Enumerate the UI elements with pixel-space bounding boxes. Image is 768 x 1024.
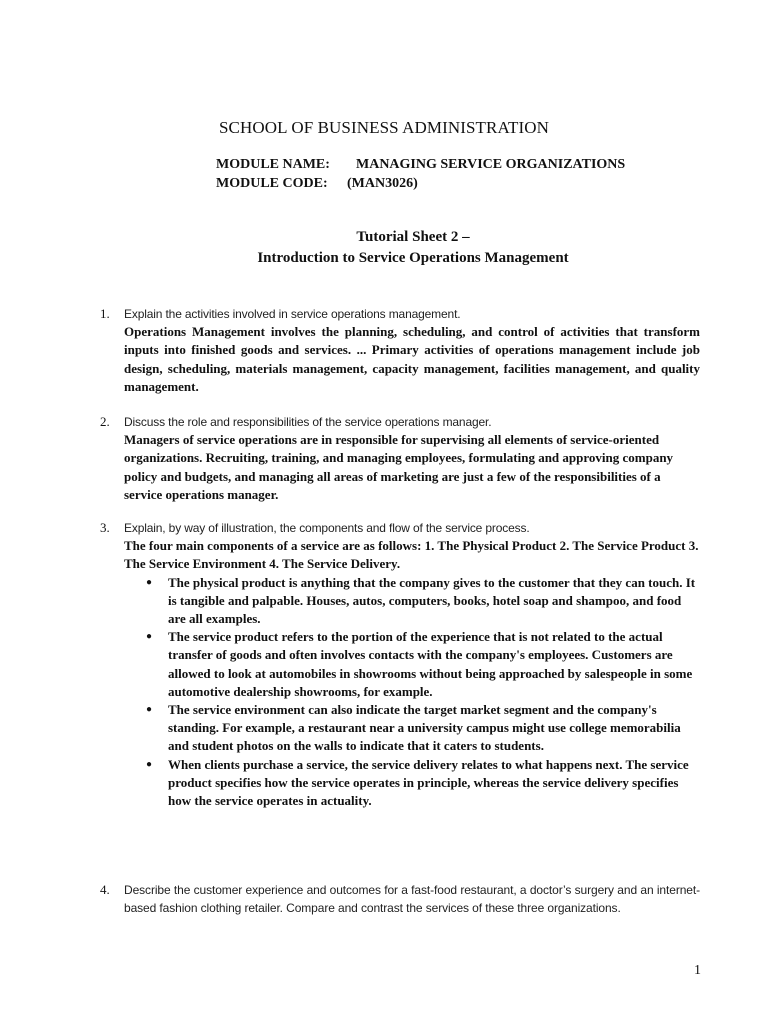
bullet-text: When clients purchase a service, the service delivery relates to what happens next. The service product specifies how the service operates in principle, whereas the service delivery specifies how the service operates in actuality. [168, 756, 689, 809]
bullet-text: The physical product is anything that the company gives to the customer that they can touch. It is tangible and palpable. Houses, autos, computers, books, hotel soap and shampoo, and food are all examples. [168, 574, 696, 627]
question-prompt: Describe the customer experience and outcomes for a fast-food restaurant, a doctor’s surgery and an internet-based fashion clothing retailer. Compare and contrast the services of these three organizations. [124, 883, 700, 916]
module-code-label: MODULE CODE: [216, 176, 328, 191]
tutorial-subtitle: Introduction to Service Operations Management [257, 250, 569, 266]
question-3 [100, 519, 700, 810]
module-name-label: MODULE NAME: [216, 157, 330, 172]
question-prompt: Explain, by way of illustration, the components and flow of the service process. [124, 521, 530, 535]
module-code-line [216, 176, 418, 192]
question-answer: Managers of service operations are in responsible for supervising all elements of service-oriented organizations. Recruiting, training, and managing employees, formulating and approving company policy and budgets, and managing all areas of marketing are just a few of the responsibilities of a service operations manager. [124, 432, 674, 502]
question-prompt: Discuss the role and responsibilities of the service operations manager. [124, 415, 492, 429]
question-answer: The four main components of a service are as follows: 1. The Physical Product 2. The Service Product 3. The Service Environment 4. The Service Delivery. [124, 538, 699, 572]
question-number: 2. [100, 414, 110, 429]
bullet-item [124, 756, 700, 811]
module-name-value: MANAGING SERVICE ORGANIZATIONS [356, 157, 626, 172]
question-number: 3. [100, 520, 110, 535]
question-1 [100, 305, 700, 396]
question-prompt: Explain the activities involved in service operations management. [124, 307, 461, 321]
bullet-icon: ● [146, 704, 153, 716]
bullet-icon: ● [146, 576, 153, 588]
bullet-item [124, 574, 700, 629]
tutorial-title: Tutorial Sheet 2 – [356, 229, 470, 245]
question-number: 1. [100, 306, 110, 321]
question-2 [100, 413, 700, 504]
question-4 [100, 881, 700, 917]
bullet-text: The service environment can also indicate the target market segment and the company's standing. For example, a restaurant near a university campus might use college memorabilia and student photos on the walls to indicate that it caters to students. [168, 702, 681, 754]
bullet-icon: ● [146, 631, 153, 643]
question-answer: Operations Management involves the planning, scheduling, and control of activities that transform inputs into finished goods and services. ... Primary activities of operations management include job design, scheduling, materials management, capacity management, facilities management, and quality management. [124, 324, 700, 394]
question-number: 4. [100, 882, 110, 897]
school-heading: SCHOOL OF BUSINESS ADMINISTRATION [219, 118, 549, 137]
bullet-text: The service product refers to the portion of the experience that is not related to the actual transfer of goods and often involves contacts with the company's employees. Customers are allowed to look at automobiles in showrooms without being approached by salespeople in some automotive dealership showrooms, for example. [168, 629, 693, 699]
module-name-line [216, 157, 625, 173]
bullet-item [124, 628, 700, 701]
bullet-icon: ● [146, 758, 153, 770]
bullet-list [124, 574, 700, 811]
page-number: 1 [694, 963, 701, 978]
module-code-value: (MAN3026) [347, 176, 418, 191]
bullet-item [124, 701, 700, 756]
